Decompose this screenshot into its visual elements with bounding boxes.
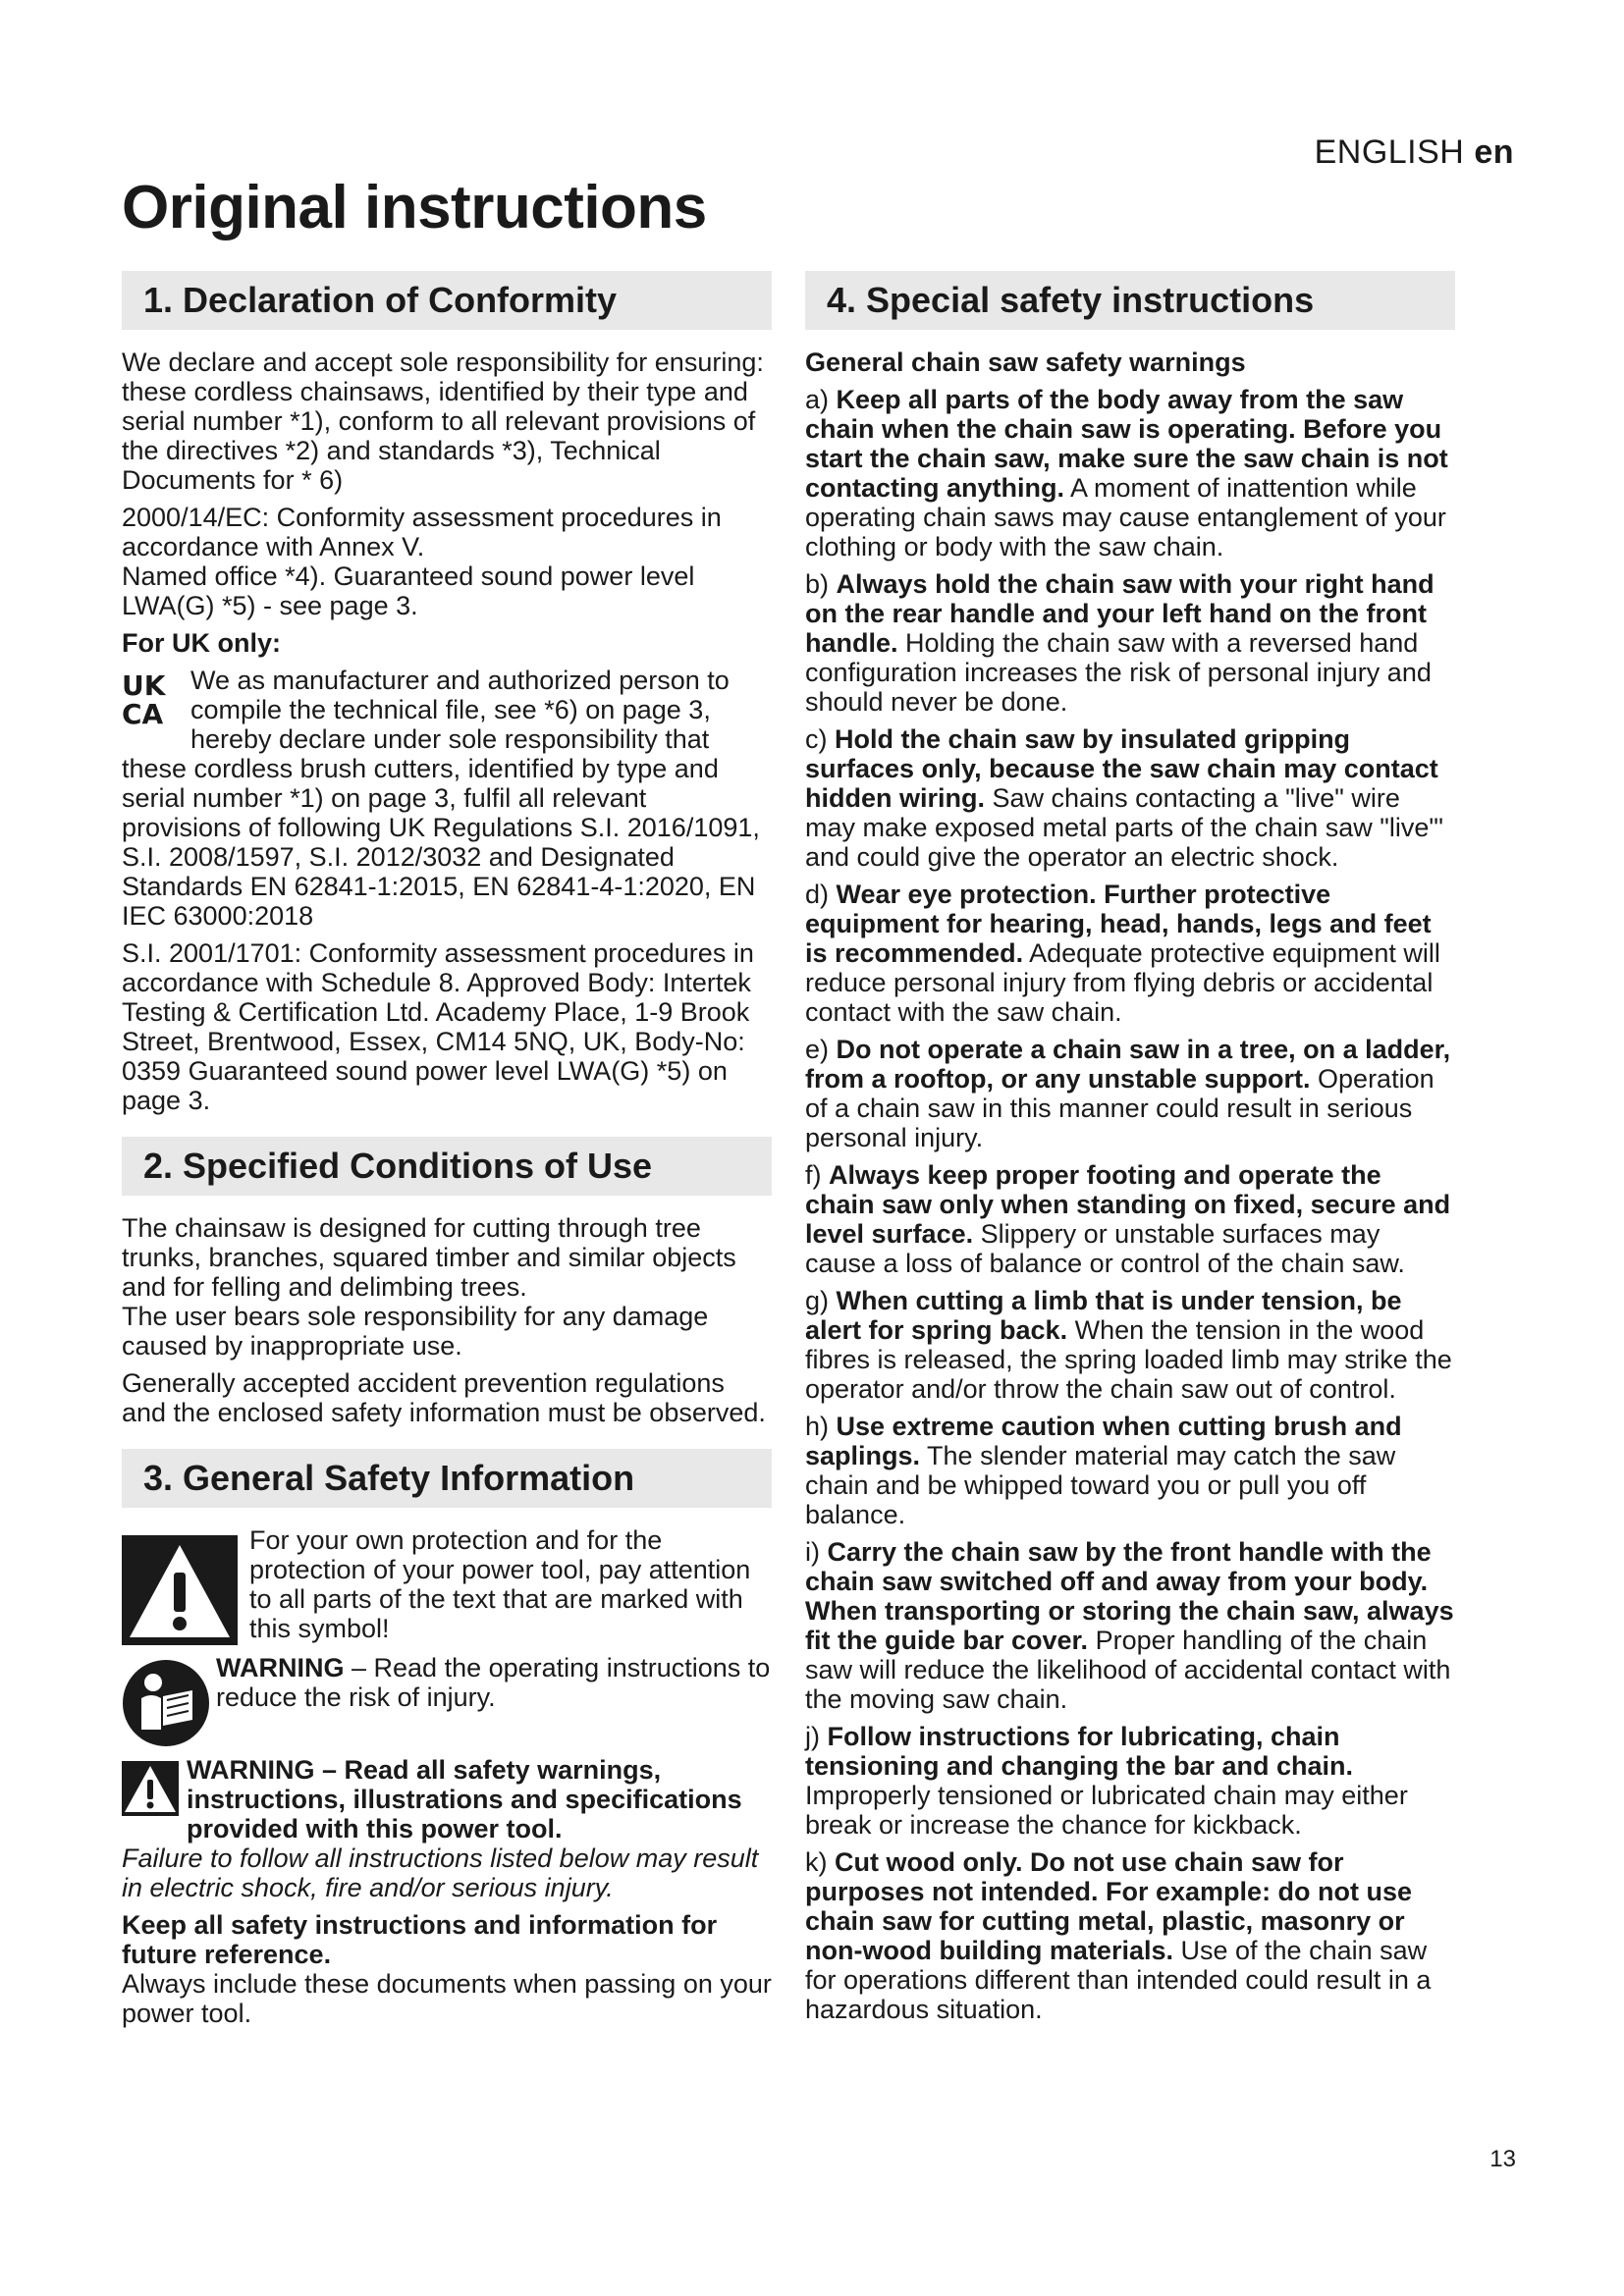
conditions-paragraph-3: Generally accepted accident prevention regulations and the enclosed safety information must be observed. [122,1368,766,1427]
item-prefix: i) [805,1537,828,1567]
read-manual-icon [122,1659,210,1747]
read-manual-row [122,1653,772,1747]
item-bold-text: Do not operate a chain saw in a tree, on a ladder, from a rooftop, or any unstable support. [805,1035,1451,1094]
item-bold-text: Keep all parts of the body away from the saw chain when the chain saw is operating. Before you start the chain saw, make sure the saw chain is not contacting anything. [805,385,1448,503]
language-name: ENGLISH [1314,133,1465,171]
item-bold-text: Wear eye protection. Further protective equipment for hearing, head, hands, legs and feet is recommended. [805,880,1432,968]
page-title: Original instructions [122,174,707,241]
declaration-paragraph-2: 2000/14/EC: Conformity assessment procedures in accordance with Annex V. [122,503,722,561]
list-item [805,1722,1455,1840]
item-prefix: g) [805,1286,837,1315]
item-prefix: a) [805,385,837,414]
uk-only-heading: For UK only: [122,628,281,658]
item-bold-text: Hold the chain saw by insulated gripping surfaces only, because the saw chain may contact hidden wiring. [805,724,1438,813]
safety-symbol-text: For your own protection and for the protection of your power tool, pay attention to all parts of the text that are marked with this symbol! [249,1525,751,1643]
svg-text:UK: UK [122,669,166,702]
item-text: Improperly tensioned or lubricated chain may either break or increase the chance for kickback. [805,1781,1408,1840]
list-item [805,1537,1455,1714]
safety-symbol-row [122,1525,772,1645]
item-text: A moment of inattention while operating chain saws may cause entanglement of your clothing or body with the saw chain. [805,473,1446,561]
item-bold-text: Use extreme caution when cutting brush and saplings. [805,1412,1402,1470]
item-text: Operation of a chain saw in this manner could result in serious personal injury. [805,1064,1435,1152]
list-item [805,1160,1455,1278]
item-prefix: c) [805,724,835,754]
conditions-paragraph-1: The chainsaw is designed for cutting through tree trunks, branches, squared timber and similar objects and for felling and delimbing trees. [122,1213,736,1302]
declaration-paragraph-3: Named office *4). Guaranteed sound power level LWA(G) *5) - see page 3. [122,561,695,620]
item-bold-text: When cutting a limb that is under tension, be alert for spring back. [805,1286,1402,1345]
item-text: Slippery or unstable surfaces may cause a loss of balance or control of the chain saw. [805,1219,1405,1278]
language-label [1315,133,1514,172]
item-text: The slender material may catch the saw chain and be whipped toward you or pull you off balance. [805,1441,1396,1529]
chain-saw-warnings-heading: General chain saw safety warnings [805,347,1246,377]
item-bold-text: Carry the chain saw by the front handle with the chain saw switched off and away from your body. When transporting or storing the chain saw, always fit the guide bar cover. [805,1537,1454,1655]
item-bold-text: Always keep proper footing and operate the chain saw only when standing on fixed, secure and level surface. [805,1160,1451,1249]
uk-declaration-paragraph-2: S.I. 2001/1701: Conformity assessment procedures in accordance with Schedule 8. Approved Body: Intertek Testing & Certification Ltd. Academy Place, 1-9 Brook Street, Brentwood, Essex, CM14 5NQ, UK, Body-No: 0359 Guaranteed sound power level LWA(G) *5) on page 3. [122,938,754,1115]
item-text: Use of the chain saw for operations different than intended could result in a hazardous situation. [805,1936,1432,2024]
item-prefix: h) [805,1412,837,1441]
warning-triangle-icon [122,1535,238,1645]
keep-instructions-heading: Keep all safety instructions and information for future reference. [122,1910,718,1969]
keep-instructions-text: Always include these documents when passing on your power tool. [122,1969,772,2028]
item-prefix: b) [805,569,837,599]
list-item [805,1847,1455,2024]
item-prefix: e) [805,1035,837,1064]
warning-consequence-text: Failure to follow all instructions listed below may result in electric shock, fire and/or serious injury. [122,1843,759,1902]
section-heading-general-safety: 3. General Safety Information [122,1449,772,1508]
item-prefix: d) [805,880,837,909]
list-item [805,880,1455,1027]
page-number: 13 [1489,2146,1516,2172]
warning-small-icon [122,1761,179,1816]
warning-all-block [122,1755,772,1843]
left-column [122,271,772,2036]
section-heading-declaration: 1. Declaration of Conformity [122,271,772,330]
warning-all-text: WARNING – Read all safety warnings, instructions, illustrations and specifications provided with this power tool. [187,1755,742,1843]
item-prefix: k) [805,1847,835,1877]
section-heading-conditions: 2. Specified Conditions of Use [122,1137,772,1196]
ukca-mark-icon [122,669,183,726]
item-text: Proper handling of the chain saw will reduce the likelihood of accidental contact with the moving saw chain. [805,1626,1451,1714]
item-bold-text: Always hold the chain saw with your right hand on the rear handle and your left hand on the front handle. [805,569,1435,658]
list-item [805,385,1455,561]
declaration-paragraph-1: We declare and accept sole responsibility for ensuring: these cordless chainsaws, identified by their type and serial number *1), conform to all relevant provisions of the directives *2) and standards *3), Technical Documents for * 6) [122,347,764,495]
item-prefix: f) [805,1160,829,1190]
safety-item-list [805,385,1455,2024]
language-code: en [1474,133,1514,171]
item-prefix: j) [805,1722,828,1751]
list-item [805,1286,1455,1404]
section-heading-special-safety: 4. Special safety instructions [805,271,1455,330]
uk-declaration-block [122,666,772,931]
list-item [805,724,1455,872]
svg-text:CA: CA [122,698,164,726]
list-item [805,1035,1455,1152]
conditions-paragraph-2: The user bears sole responsibility for any damage caused by inappropriate use. [122,1302,709,1361]
item-bold-text: Follow instructions for lubricating, chain tensioning and changing the bar and chain. [805,1722,1354,1781]
item-text: Saw chains contacting a "live" wire may make exposed metal parts of the chain saw "live"' and could give the operator an electric shock. [805,783,1444,872]
read-manual-text [216,1653,772,1712]
item-text: Adequate protective equipment will reduce personal injury from flying debris or accidental contact with the saw chain. [805,938,1440,1027]
right-column [805,271,1455,2032]
item-bold-text: Cut wood only. Do not use chain saw for purposes not intended. For example: do not use chain saw for cutting metal, plastic, masonry or non-wood building materials. [805,1847,1413,1965]
item-text: When the tension in the wood fibres is released, the spring loaded limb may strike the operator and/or throw the chain saw out of control. [805,1315,1452,1404]
list-item [805,569,1455,717]
read-manual-body: – Read the operating instructions to reduce the risk of injury. [216,1653,771,1712]
list-item [805,1412,1455,1529]
item-text: Holding the chain saw with a reversed hand configuration increases the risk of personal injury and should never be done. [805,628,1432,717]
read-manual-label: WARNING [216,1653,345,1682]
uk-declaration-paragraph-1: We as manufacturer and authorized person to compile the technical file, see *6) on page 3, hereby declare under sole responsibility that these cordless brush cutters, identified by type and serial number *1) on page 3, fulfil all relevant provisions of following UK Regulations S.I. 2016/1091, S.I. 2008/1597, S.I. 2012/3032 and Designated Standards EN 62841-1:2015, EN 62841-4-1:2020, EN IEC 63000:2018 [122,666,760,931]
